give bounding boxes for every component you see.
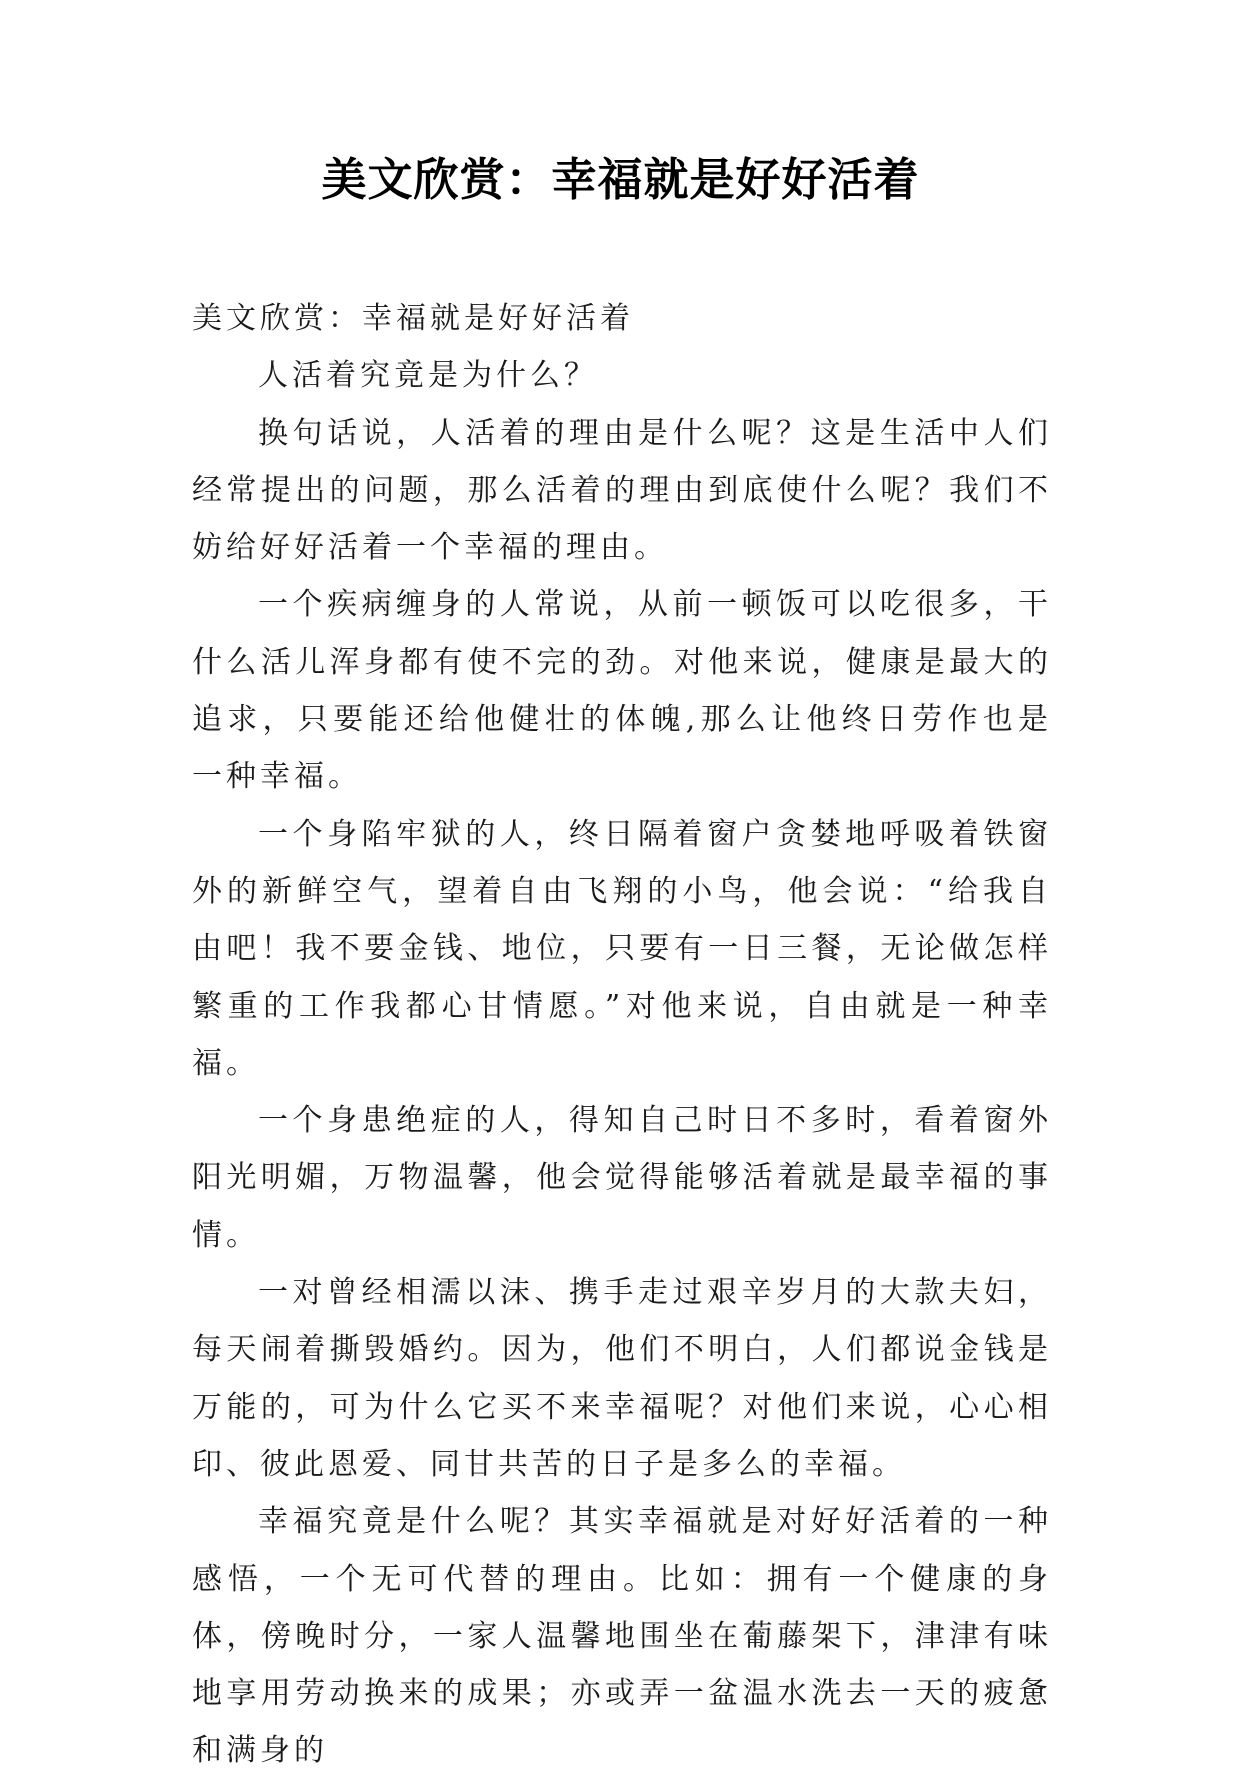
- paragraph: 换句话说，人活着的理由是什么呢？这是生活中人们经常提出的问题，那么活着的理由到底使什么呢？我们不妨给好好活着一个幸福的理由。: [192, 415, 1052, 566]
- document-title: 美文欣赏：幸福就是好好活着: [321, 153, 920, 206]
- paragraph: 一个身陷牢狱的人，终日隔着窗户贪婪地呼吸着铁窗外的新鲜空气，望着自由飞翔的小鸟，他会说：“给我自由吧！我不要金钱、地位，只要有一日三餐，无论做怎样繁重的工作我都心甘情愿。”对他来说，自由就是一种幸福。: [192, 816, 1052, 1081]
- paragraph: 幸福究竟是什么呢？其实幸福就是对好好活着的一种感悟，一个无可代替的理由。比如：拥有一个健康的身体，傍晚时分，一家人温馨地围坐在葡藤架下，津津有味地享用劳动换来的成果；亦或弄一盆温水洗去一天的疲惫和满身的: [192, 1504, 1052, 1769]
- paragraph-heading: 美文欣赏：幸福就是好好活着: [192, 301, 634, 336]
- paragraph: 一个疾病缠身的人常说，从前一顿饭可以吃很多，干什么活儿浑身都有使不完的劲。对他来说，健康是最大的追求，只要能还给他健壮的体魄,那么让他终日劳作也是一种幸福。: [192, 587, 1052, 795]
- paragraph: 人活着究竟是为什么？: [258, 358, 598, 394]
- paragraph: 一对曾经相濡以沫、携手走过艰辛岁月的大款夫妇，每天闹着撕毁婚约。因为，他们不明白，人们都说金钱是万能的，可为什么它买不来幸福呢？对他们来说，心心相印、彼此恩爱、同甘共苦的日子是多么的幸福。: [192, 1275, 1052, 1482]
- paragraph: 一个身患绝症的人，得知自己时日不多时，看着窗外阳光明媚，万物温馨，他会觉得能够活着就是最幸福的事情。: [192, 1103, 1052, 1253]
- document-body: [192, 290, 1052, 1780]
